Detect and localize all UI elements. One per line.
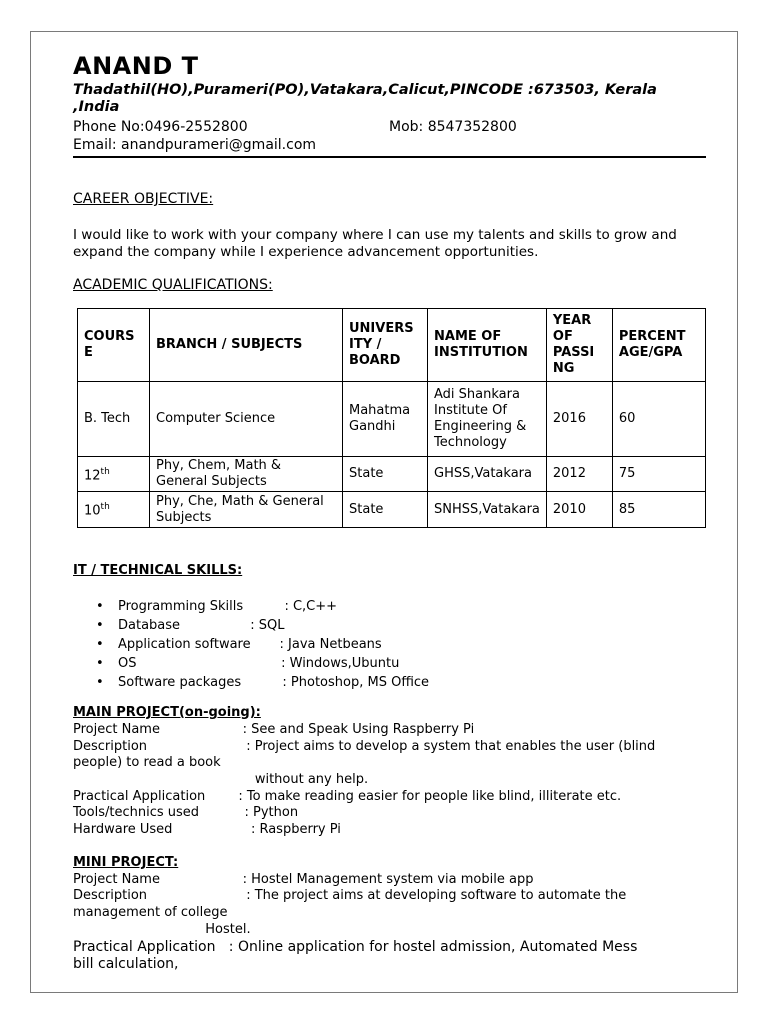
cell-branch: Phy, Chem, Math & General Subjects xyxy=(150,457,343,492)
cell-board: State xyxy=(343,457,428,492)
main-project-line: Project Name : See and Speak Using Raspberry Pi xyxy=(73,722,475,737)
cell-institution: SNHSS,Vatakara xyxy=(428,492,547,528)
cell-board: Mahatma Gandhi xyxy=(343,382,428,457)
cell-board: State xyxy=(343,492,428,528)
header-branch: BRANCH / SUBJECTS xyxy=(150,309,343,382)
skills-heading: IT / TECHNICAL SKILLS: xyxy=(73,563,243,578)
academic-table xyxy=(77,308,706,528)
academic-heading: ACADEMIC QUALIFICATIONS: xyxy=(73,277,273,293)
cell-course: 12th xyxy=(78,457,150,492)
mini-project-line: Hostel. xyxy=(73,922,251,937)
cell-year: 2016 xyxy=(546,382,612,457)
main-project-line: Practical Application : To make reading easier for people like blind, illiterate etc. xyxy=(73,789,622,804)
mini-project-line: Project Name : Hostel Management system via mobile app xyxy=(73,872,534,887)
career-objective-text: I would like to work with your company where I can use my talents and skills to grow and expand the company while I experience advancement opportunities. xyxy=(73,227,677,260)
main-project-line: without any help. xyxy=(73,772,369,787)
table-row xyxy=(78,382,706,457)
cell-institution: GHSS,Vatakara xyxy=(428,457,547,492)
list-item: • OS : Windows,Ubuntu xyxy=(96,654,429,673)
cell-course: 10th xyxy=(78,492,150,528)
mini-project-line: Description : The project aims at developing software to automate the xyxy=(73,888,627,903)
header-divider xyxy=(73,156,706,158)
header-year: YEAR OF PASSI NG xyxy=(546,309,612,382)
cell-institution: Adi Shankara Institute Of Engineering & Technology xyxy=(428,382,547,457)
phone: Phone No:0496-2552800 xyxy=(73,119,248,135)
list-item: • Software packages : Photoshop, MS Office xyxy=(96,673,429,692)
header-course: COURS E xyxy=(78,309,150,382)
main-project-line: people) to read a book xyxy=(73,755,221,770)
mini-project-line: bill calculation, xyxy=(73,956,179,972)
mini-project-heading: MINI PROJECT: xyxy=(73,855,179,870)
main-project-heading: MAIN PROJECT(on-going): xyxy=(73,705,261,720)
career-objective-heading: CAREER OBJECTIVE: xyxy=(73,191,214,207)
table-row xyxy=(78,457,706,492)
cell-branch: Computer Science xyxy=(150,382,343,457)
main-project-line: Description : Project aims to develop a system that enables the user (blind xyxy=(73,739,656,754)
cell-branch: Phy, Che, Math & General Subjects xyxy=(150,492,343,528)
table-header-row xyxy=(78,309,706,382)
main-project-line: Tools/technics used : Python xyxy=(73,805,299,820)
cell-percentage: 75 xyxy=(612,457,705,492)
candidate-name: ANAND T xyxy=(73,52,199,80)
list-item: • Application software : Java Netbeans xyxy=(96,635,429,654)
mini-project-line: Practical Application : Online application for hostel admission, Automated Mess xyxy=(73,939,638,955)
cell-percentage: 60 xyxy=(612,382,705,457)
header-board: UNIVERS ITY / BOARD xyxy=(343,309,428,382)
main-project-line: Hardware Used : Raspberry Pi xyxy=(73,822,341,837)
cell-year: 2012 xyxy=(546,457,612,492)
email: Email: anandpurameri@gmail.com xyxy=(73,137,317,153)
skills-list xyxy=(96,597,429,692)
cell-percentage: 85 xyxy=(612,492,705,528)
cell-course: B. Tech xyxy=(78,382,150,457)
header-institution: NAME OF INSTITUTION xyxy=(428,309,547,382)
address: Thadathil(HO),Purameri(PO),Vatakara,Calicut,PINCODE :673503, Kerala ,India xyxy=(73,82,657,115)
header-percentage: PERCENT AGE/GPA xyxy=(612,309,705,382)
list-item: • Programming Skills : C,C++ xyxy=(96,597,429,616)
mini-project-line: management of college xyxy=(73,905,228,920)
cell-year: 2010 xyxy=(546,492,612,528)
list-item: • Database : SQL xyxy=(96,616,429,635)
mobile: Mob: 8547352800 xyxy=(389,119,517,135)
table-row xyxy=(78,492,706,528)
